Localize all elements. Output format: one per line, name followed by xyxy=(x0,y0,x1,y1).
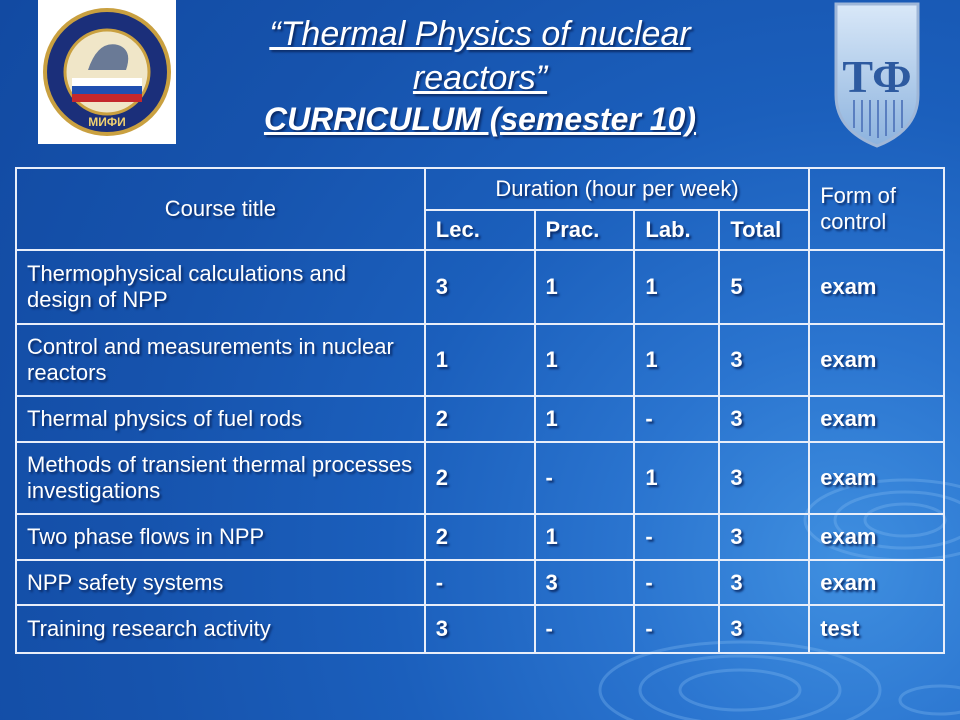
lab-cell: - xyxy=(634,605,719,653)
table-row xyxy=(16,396,944,442)
header-duration: Duration (hour per week) xyxy=(425,168,809,210)
table-row xyxy=(16,324,944,396)
total-cell: 3 xyxy=(719,605,809,653)
lec-cell: - xyxy=(425,560,535,605)
title-line-1: “Thermal Physics of nuclear xyxy=(269,15,691,53)
form-cell: exam xyxy=(809,442,944,514)
subheader-total: Total xyxy=(719,210,809,250)
prac-cell: - xyxy=(535,605,635,653)
lab-cell: - xyxy=(634,560,719,605)
title-line-3: CURRICULUM (semester 10) xyxy=(263,101,697,137)
course-cell: NPP safety systems xyxy=(16,560,425,605)
prac-cell: 1 xyxy=(535,396,635,442)
table-row xyxy=(16,250,944,324)
lec-cell: 2 xyxy=(425,514,535,560)
form-cell: exam xyxy=(809,250,944,324)
prac-cell: 3 xyxy=(535,560,635,605)
prac-cell: 1 xyxy=(535,514,635,560)
form-cell: exam xyxy=(809,324,944,396)
emblem-graphic xyxy=(38,0,176,144)
form-cell: exam xyxy=(809,514,944,560)
header-course-title: Course title xyxy=(16,168,425,250)
shield-letters: ТФ xyxy=(842,51,912,102)
emblem-text: МИФИ xyxy=(88,115,126,129)
course-cell: Thermophysical calculations and design of NPP xyxy=(16,250,425,324)
header-form-of-control: Form of control xyxy=(809,168,944,250)
total-cell: 3 xyxy=(719,442,809,514)
lab-cell: 1 xyxy=(634,442,719,514)
prac-cell: - xyxy=(535,442,635,514)
form-cell: exam xyxy=(809,560,944,605)
slide-title xyxy=(190,12,770,138)
prac-cell: 1 xyxy=(535,250,635,324)
table-row xyxy=(16,442,944,514)
shield-graphic xyxy=(832,0,922,150)
lec-cell: 2 xyxy=(425,396,535,442)
curriculum-table xyxy=(15,167,945,654)
total-cell: 3 xyxy=(719,396,809,442)
course-cell: Two phase flows in NPP xyxy=(16,514,425,560)
lab-cell: 1 xyxy=(634,324,719,396)
subheader-lab: Lab. xyxy=(634,210,719,250)
subheader-prac: Prac. xyxy=(535,210,635,250)
total-cell: 3 xyxy=(719,514,809,560)
title-line-2: reactors” xyxy=(412,59,548,97)
table-row xyxy=(16,605,944,653)
lec-cell: 3 xyxy=(425,250,535,324)
lab-cell: 1 xyxy=(634,250,719,324)
total-cell: 5 xyxy=(719,250,809,324)
lab-cell: - xyxy=(634,396,719,442)
university-emblem-logo xyxy=(38,0,176,144)
course-cell: Methods of transient thermal processes investigations xyxy=(16,442,425,514)
department-emblem-logo xyxy=(832,0,922,150)
table-row xyxy=(16,560,944,605)
total-cell: 3 xyxy=(719,560,809,605)
course-cell: Control and measurements in nuclear reactors xyxy=(16,324,425,396)
subheader-lec: Lec. xyxy=(425,210,535,250)
lab-cell: - xyxy=(634,514,719,560)
course-cell: Training research activity xyxy=(16,605,425,653)
total-cell: 3 xyxy=(719,324,809,396)
table-row xyxy=(16,514,944,560)
lec-cell: 3 xyxy=(425,605,535,653)
prac-cell: 1 xyxy=(535,324,635,396)
lec-cell: 2 xyxy=(425,442,535,514)
course-cell: Thermal physics of fuel rods xyxy=(16,396,425,442)
form-cell: test xyxy=(809,605,944,653)
lec-cell: 1 xyxy=(425,324,535,396)
form-cell: exam xyxy=(809,396,944,442)
